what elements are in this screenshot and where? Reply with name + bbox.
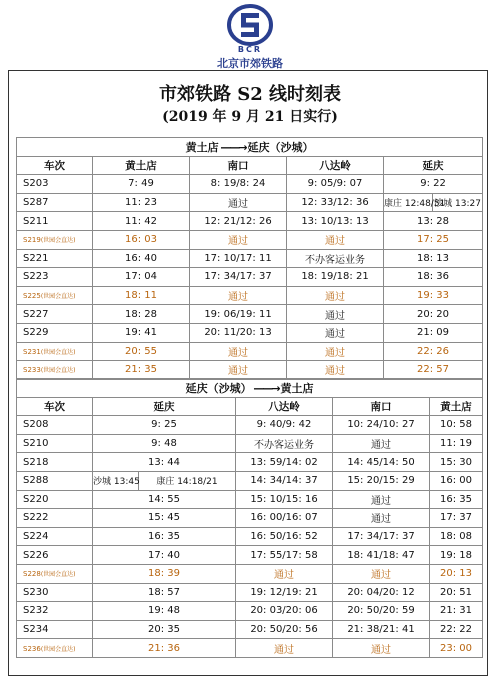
time-cell: 23: 00: [430, 639, 483, 658]
time-cell: 17: 37: [430, 509, 483, 528]
time-cell: 10: 58: [430, 416, 483, 435]
train-number: [17, 193, 93, 212]
time-cell: 17: 04: [93, 268, 190, 287]
time-cell: 18: 57: [93, 583, 236, 602]
time-cell: 9: 25: [93, 416, 236, 435]
train-id: S211: [23, 215, 49, 227]
train-row: [17, 249, 483, 268]
time-cell: 15: 10/15: 16: [236, 490, 333, 509]
train-id: S208: [23, 419, 49, 431]
destination-station: 黄土店: [280, 381, 314, 395]
time-cell: 11: 19: [430, 434, 483, 453]
direction-label: [17, 138, 483, 157]
time-cell: 15: 20/15: 29: [333, 471, 430, 490]
time-cell: 8: 19/8: 24: [190, 175, 287, 194]
time-cell: 11: 42: [93, 212, 190, 231]
train-number: [17, 361, 93, 380]
time-cell-split: 康庄 12:48/51: [384, 193, 433, 212]
train-number: [17, 602, 93, 621]
train-id: S229: [23, 327, 49, 339]
train-row: [17, 546, 483, 565]
expo-direct-tag: (世园会直达): [40, 645, 76, 653]
origin-station: 黄土店: [185, 140, 219, 154]
column-header: 车次: [17, 156, 93, 175]
time-cell: 14: 45/14: 50: [333, 453, 430, 472]
train-id: S236: [23, 644, 41, 653]
destination-station: 延庆（沙城）: [247, 140, 314, 154]
train-number: [17, 434, 93, 453]
train-number: [17, 175, 93, 194]
time-cell: 通过: [190, 286, 287, 305]
time-cell: 20: 50/20: 56: [236, 620, 333, 639]
train-number: [17, 527, 93, 546]
train-number: [17, 490, 93, 509]
train-row: [17, 527, 483, 546]
train-id: S228: [23, 570, 41, 579]
train-row: [17, 620, 483, 639]
time-cell: 通过: [333, 639, 430, 658]
time-cell: 通过: [287, 305, 384, 324]
train-id: S226: [23, 549, 49, 561]
train-number: [17, 286, 93, 305]
bcr-logo: [0, 4, 500, 50]
train-id: S231: [23, 347, 41, 356]
train-row: [17, 434, 483, 453]
time-cell: 16: 50/16: 52: [236, 527, 333, 546]
time-cell: 18: 36: [384, 268, 483, 287]
time-cell: 通过: [190, 230, 287, 249]
train-id: S210: [23, 438, 49, 450]
time-cell: 19: 12/19: 21: [236, 583, 333, 602]
train-number: [17, 583, 93, 602]
direction-label: [17, 379, 483, 398]
time-cell: 通过: [287, 286, 384, 305]
time-cell: 不办客运业务: [287, 249, 384, 268]
time-cell: 17: 34/17: 37: [333, 527, 430, 546]
train-number: [17, 471, 93, 490]
time-cell: 18: 11: [93, 286, 190, 305]
train-number: [17, 639, 93, 658]
time-cell: 不办客运业务: [236, 434, 333, 453]
train-id: S234: [23, 624, 49, 636]
origin-station: 延庆（沙城）: [185, 381, 252, 395]
time-cell: 16: 40: [93, 249, 190, 268]
direction-row: [17, 379, 483, 398]
time-cell: 19: 06/19: 11: [190, 305, 287, 324]
time-cell: 17: 34/17: 37: [190, 268, 287, 287]
time-cell: 通过: [287, 323, 384, 342]
train-id: S227: [23, 308, 49, 320]
train-id: S220: [23, 493, 49, 505]
train-row: [17, 471, 483, 490]
train-row: [17, 509, 483, 528]
time-cell: 9: 48: [93, 434, 236, 453]
time-cell: 13: 28: [384, 212, 483, 231]
time-cell: 13: 44: [93, 453, 236, 472]
expo-direct-tag: (世园会直达): [40, 348, 76, 356]
time-cell: 16: 35: [430, 490, 483, 509]
train-number: [17, 416, 93, 435]
time-cell: 19: 33: [384, 286, 483, 305]
time-cell: 16: 00/16: 07: [236, 509, 333, 528]
time-cell: 17: 55/17: 58: [236, 546, 333, 565]
time-cell-split: 沙城 13:45: [93, 471, 139, 490]
train-row: [17, 361, 483, 380]
time-cell: 17: 25: [384, 230, 483, 249]
time-cell: 通过: [190, 361, 287, 380]
time-cell: 20: 03/20: 06: [236, 602, 333, 621]
time-cell: 9: 05/9: 07: [287, 175, 384, 194]
train-row: [17, 305, 483, 324]
train-id: S233: [23, 366, 41, 375]
time-cell: 7: 49: [93, 175, 190, 194]
direction-row: [17, 138, 483, 157]
time-cell: 20: 04/20: 12: [333, 583, 430, 602]
train-id: S222: [23, 512, 49, 524]
logo-abbreviation: BCR: [237, 45, 263, 54]
train-row: [17, 212, 483, 231]
train-row: [17, 230, 483, 249]
time-cell: 21: 36: [93, 639, 236, 658]
train-id: S230: [23, 586, 49, 598]
time-cell: 19: 41: [93, 323, 190, 342]
time-cell: 14: 55: [93, 490, 236, 509]
time-cell: 18: 28: [93, 305, 190, 324]
train-number: [17, 249, 93, 268]
time-cell-split: 沙城 13:27: [433, 193, 483, 212]
train-id: S225: [23, 292, 41, 301]
train-row: [17, 323, 483, 342]
train-row: [17, 175, 483, 194]
time-cell: 通过: [333, 490, 430, 509]
train-number: [17, 453, 93, 472]
time-cell: 通过: [287, 230, 384, 249]
train-row: [17, 268, 483, 287]
train-id: S218: [23, 456, 49, 468]
time-cell: 16: 35: [93, 527, 236, 546]
column-header: 南口: [333, 397, 430, 416]
time-cell: 18: 39: [93, 564, 236, 583]
time-cell: 19: 48: [93, 602, 236, 621]
arrow-right-icon: ——→: [218, 140, 248, 154]
time-cell: 18: 41/18: 47: [333, 546, 430, 565]
timetable-outbound: [16, 137, 483, 380]
time-cell: 9: 22: [384, 175, 483, 194]
time-cell: 通过: [333, 509, 430, 528]
train-number: [17, 509, 93, 528]
arrow-right-icon: ——→: [251, 381, 281, 395]
time-cell: 12: 21/12: 26: [190, 212, 287, 231]
column-header: 八达岭: [287, 156, 384, 175]
time-cell-split: 康庄 14:18/21: [139, 471, 236, 490]
time-cell: 20: 55: [93, 342, 190, 361]
time-cell: 20: 13: [430, 564, 483, 583]
train-row: [17, 416, 483, 435]
train-number: [17, 620, 93, 639]
time-cell: 通过: [333, 434, 430, 453]
column-header: 黄土店: [93, 156, 190, 175]
logo-name: 北京市郊铁路: [217, 57, 283, 70]
time-cell: 15: 30: [430, 453, 483, 472]
time-cell: 11: 23: [93, 193, 190, 212]
time-cell: 13: 10/13: 13: [287, 212, 384, 231]
time-cell: 21: 09: [384, 323, 483, 342]
time-cell: 21: 35: [93, 361, 190, 380]
time-cell: 21: 38/21: 41: [333, 620, 430, 639]
train-row: [17, 639, 483, 658]
time-cell: 通过: [190, 193, 287, 212]
time-cell: 通过: [287, 361, 384, 380]
train-row: [17, 342, 483, 361]
page-subtitle: (2019 年 9 月 21 日实行): [162, 109, 338, 125]
time-cell: 20: 51: [430, 583, 483, 602]
train-id: S223: [23, 271, 49, 283]
column-header: 黄土店: [430, 397, 483, 416]
header-row: [17, 397, 483, 416]
time-cell: 21: 31: [430, 602, 483, 621]
time-cell: 17: 10/17: 11: [190, 249, 287, 268]
time-cell: 18: 13: [384, 249, 483, 268]
time-cell: 14: 34/14: 37: [236, 471, 333, 490]
expo-direct-tag: (世园会直达): [40, 571, 76, 579]
time-cell: 15: 45: [93, 509, 236, 528]
time-cell: 22: 22: [430, 620, 483, 639]
timetable-return: [16, 378, 483, 658]
time-cell: 通过: [287, 342, 384, 361]
time-cell: 16: 03: [93, 230, 190, 249]
time-cell: 通过: [333, 564, 430, 583]
time-cell: 9: 40/9: 42: [236, 416, 333, 435]
time-cell: 13: 59/14: 02: [236, 453, 333, 472]
time-cell: 20: 20: [384, 305, 483, 324]
time-cell: 16: 00: [430, 471, 483, 490]
train-number: [17, 342, 93, 361]
train-row: [17, 564, 483, 583]
train-id: S288: [23, 475, 49, 487]
time-cell: 20: 35: [93, 620, 236, 639]
train-number: [17, 230, 93, 249]
train-number: [17, 305, 93, 324]
expo-direct-tag: (世园会直达): [40, 237, 76, 245]
train-id: S287: [23, 197, 49, 209]
train-id: S224: [23, 531, 49, 543]
page-title: 市郊铁路 S2 线时刻表: [158, 84, 342, 105]
train-id: S221: [23, 252, 49, 264]
train-number: [17, 564, 93, 583]
time-cell: 20: 50/20: 59: [333, 602, 430, 621]
train-id: S203: [23, 178, 49, 190]
time-cell: 22: 26: [384, 342, 483, 361]
train-row: [17, 583, 483, 602]
time-cell: 通过: [190, 342, 287, 361]
time-cell: 12: 33/12: 36: [287, 193, 384, 212]
time-cell: 通过: [236, 564, 333, 583]
train-id: S219: [23, 236, 41, 245]
train-row: [17, 286, 483, 305]
time-cell: 通过: [236, 639, 333, 658]
expo-direct-tag: (世园会直达): [40, 293, 76, 301]
column-header: 八达岭: [236, 397, 333, 416]
time-cell: 19: 18: [430, 546, 483, 565]
train-row: [17, 453, 483, 472]
column-header: 南口: [190, 156, 287, 175]
bcr-logo-icon: [227, 4, 273, 46]
time-cell: 20: 11/20: 13: [190, 323, 287, 342]
train-row: [17, 490, 483, 509]
time-cell: 17: 40: [93, 546, 236, 565]
train-row: [17, 193, 483, 212]
column-header: 延庆: [384, 156, 483, 175]
train-number: [17, 546, 93, 565]
time-cell: 10: 24/10: 27: [333, 416, 430, 435]
time-cell: 22: 57: [384, 361, 483, 380]
train-number: [17, 323, 93, 342]
time-cell: 18: 08: [430, 527, 483, 546]
expo-direct-tag: (世园会直达): [40, 367, 76, 375]
train-id: S232: [23, 605, 49, 617]
train-number: [17, 212, 93, 231]
column-header: 车次: [17, 397, 93, 416]
column-header: 延庆: [93, 397, 236, 416]
train-row: [17, 602, 483, 621]
time-cell: 18: 19/18: 21: [287, 268, 384, 287]
train-number: [17, 268, 93, 287]
header-row: [17, 156, 483, 175]
